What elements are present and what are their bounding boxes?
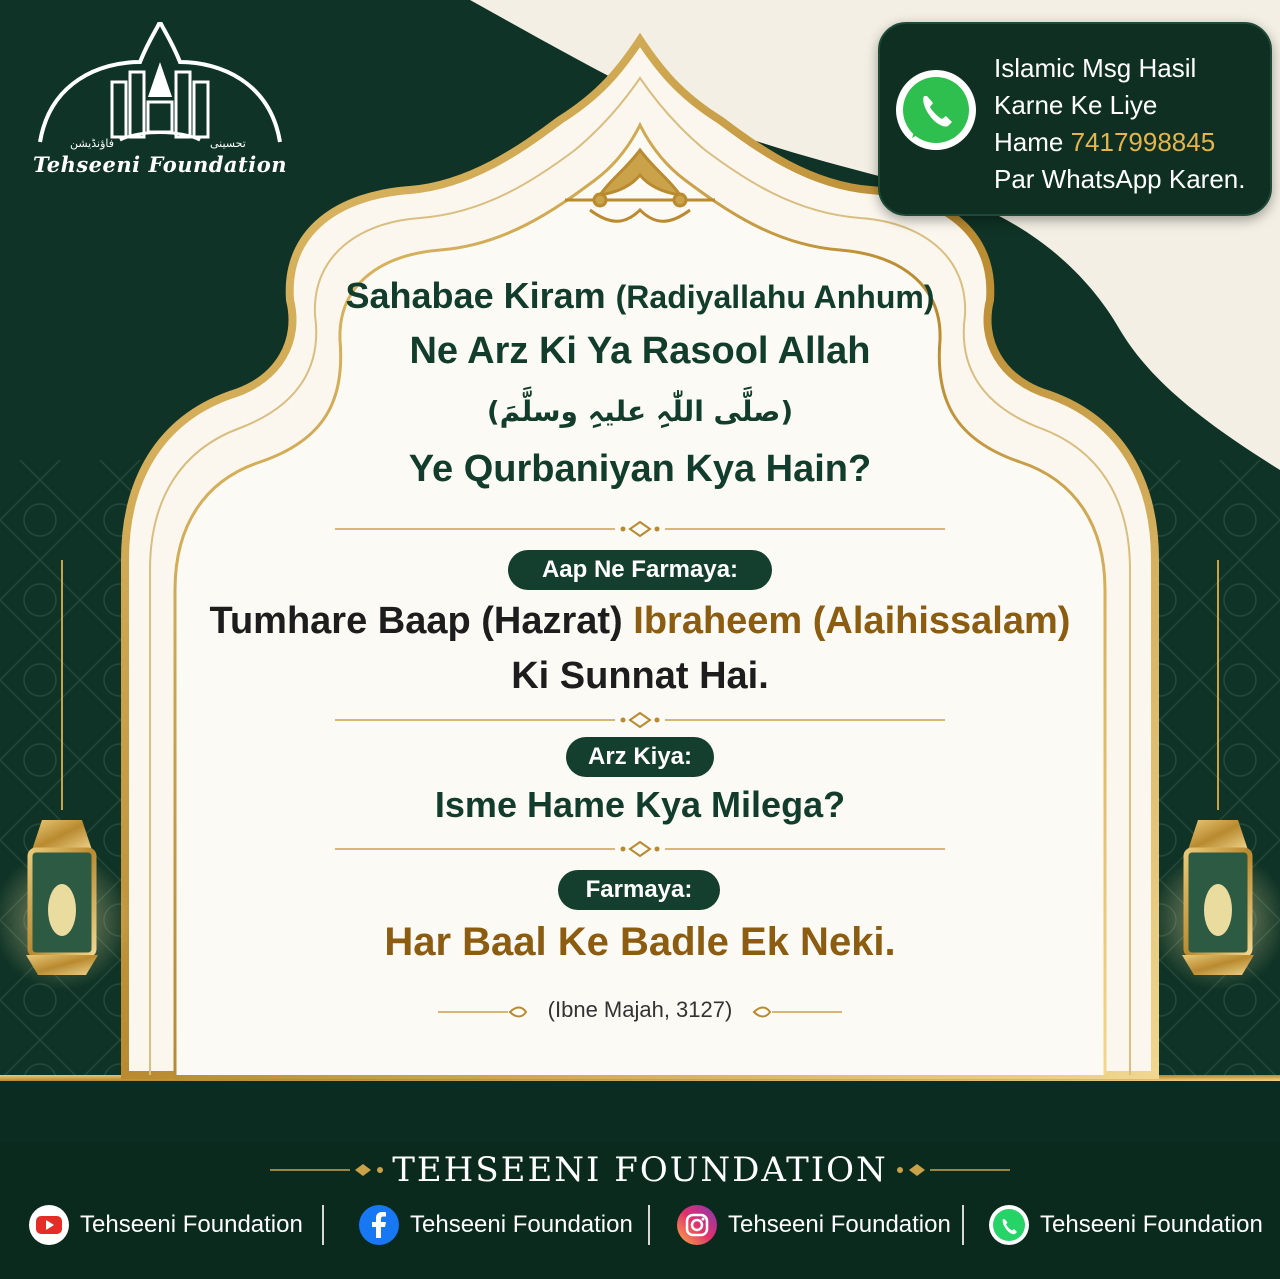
heading-arabic: (صلَّی اللّٰہِ علیہِ وسلَّمَ): [486, 395, 794, 428]
whatsapp-contact-box: [878, 22, 1272, 216]
answer-1-line-2: Ki Sunnat Hai.: [511, 655, 769, 697]
logo-name: Tehseeni Foundation: [33, 152, 287, 177]
whatsapp-line-3: Hame: [994, 127, 1071, 157]
answer-1-name: Ibraheem (Alaihissalam): [633, 600, 1071, 642]
social-instagram[interactable]: [676, 1200, 951, 1250]
footer-title: TEHSEENI FOUNDATION: [392, 1150, 888, 1190]
pill-farmaya: Farmaya:: [558, 870, 720, 910]
answer-1-main: Tumhare Baap (Hazrat): [209, 600, 634, 642]
heading-line-2: Ne Arz Ki Ya Rasool Allah: [409, 330, 871, 372]
pill-arz-kiya: Arz Kiya:: [566, 737, 714, 777]
divider-3: [335, 838, 945, 860]
logo-urdu-left: فاؤنڈیشن: [70, 137, 115, 150]
divider-1: [335, 518, 945, 540]
social-facebook-label: Tehseeni Foundation: [410, 1211, 633, 1238]
logo: [30, 22, 290, 177]
youtube-icon: [28, 1204, 70, 1246]
whatsapp-icon: [892, 66, 980, 154]
heading-line-1: [0, 275, 1280, 317]
whatsapp-line-2: Karne Ke Liye: [994, 90, 1158, 120]
whatsapp-line-1: Islamic Msg Hasil: [994, 53, 1197, 83]
footer-separator: [648, 1205, 650, 1245]
heading-line-1-main: Sahabae Kiram: [345, 275, 616, 316]
logo-mark: [30, 22, 290, 152]
heading-line-4: Ye Qurbaniyan Kya Hain?: [408, 448, 872, 490]
facebook-icon: [358, 1204, 400, 1246]
footer-separator: [962, 1205, 964, 1245]
footer-separator: [322, 1205, 324, 1245]
social-whatsapp-label: Tehseeni Foundation: [1040, 1211, 1263, 1238]
question-2: Isme Hame Kya Milega?: [434, 784, 846, 825]
divider-2: [335, 709, 945, 731]
pill-aap-ne-farmaya: Aap Ne Farmaya:: [508, 550, 772, 590]
whatsapp-phone-number[interactable]: 7417998845: [1070, 127, 1216, 157]
whatsapp-icon: [988, 1204, 1030, 1246]
reference: (Ibne Majah, 3127): [547, 997, 733, 1022]
social-youtube[interactable]: [28, 1200, 303, 1250]
whatsapp-line-4: Par WhatsApp Karen.: [994, 164, 1246, 194]
heading-line-1-honorific: (Radiyallahu Anhum): [615, 279, 935, 315]
answer-1: [0, 600, 1280, 643]
social-facebook[interactable]: [358, 1200, 633, 1250]
answer-3: Har Baal Ke Badle Ek Neki.: [384, 920, 896, 964]
social-whatsapp[interactable]: [988, 1200, 1263, 1250]
social-instagram-label: Tehseeni Foundation: [728, 1211, 951, 1238]
logo-urdu-right: تحسینی: [210, 137, 246, 150]
instagram-icon: [676, 1204, 718, 1246]
social-youtube-label: Tehseeni Foundation: [80, 1211, 303, 1238]
